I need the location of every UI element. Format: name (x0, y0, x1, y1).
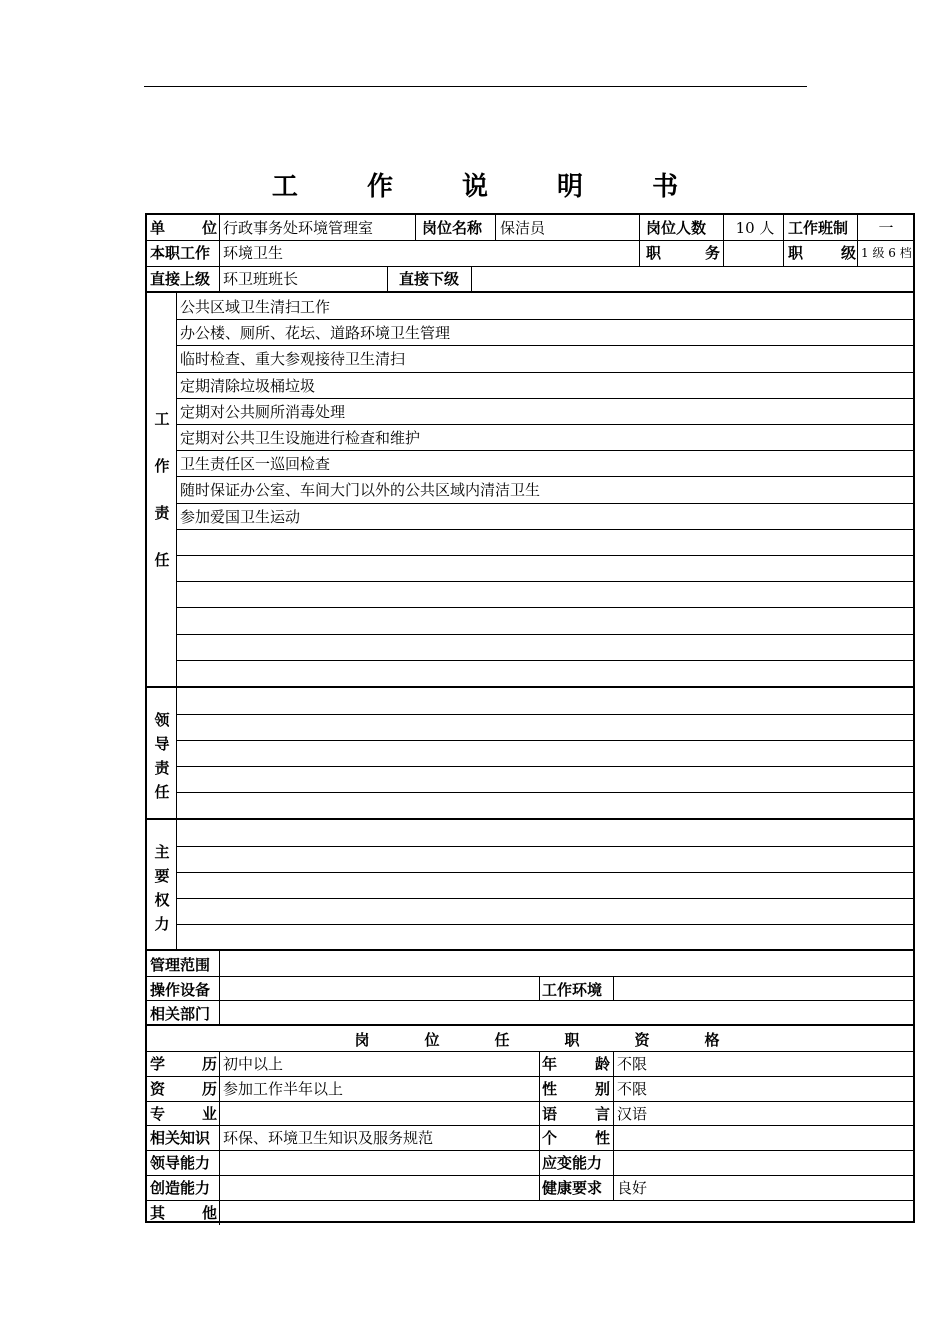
row-divider (177, 766, 913, 767)
qualification-label: 语 言 (542, 1104, 610, 1123)
responsibility-item (177, 662, 911, 686)
qualification-value: 汉语 (617, 1104, 648, 1123)
responsibility-item: 办公楼、厕所、花坛、道路环境卫生管理 (180, 324, 451, 343)
row-divider (147, 1000, 913, 1001)
qualification-value (220, 1201, 910, 1225)
qualification-value (220, 1102, 538, 1126)
shift-value: 一 (878, 219, 894, 237)
header-rule (144, 86, 807, 87)
row-divider (177, 740, 913, 741)
leadership-label: 领 (154, 711, 170, 729)
grade-label: 职 级 (788, 244, 856, 262)
job-description-table (145, 213, 915, 1223)
departments-value (220, 1002, 910, 1026)
environment-value (614, 978, 910, 1002)
leadership-item (177, 716, 911, 740)
responsibility-item (177, 636, 911, 660)
document-title: 工 作 说 明 书 (271, 172, 709, 202)
column-divider (495, 215, 496, 240)
row-divider (177, 792, 913, 793)
qualifications-title: 岗 位 任 职 资 格 (354, 1031, 720, 1049)
leadership-item (177, 768, 911, 792)
row-divider (177, 450, 913, 451)
management-scope-value (220, 953, 910, 977)
qualification-label: 其 他 (150, 1203, 217, 1222)
column-divider (415, 215, 416, 240)
superior-value: 环卫班班长 (223, 270, 299, 288)
power-label: 主 (154, 843, 170, 861)
power-label: 要 (154, 867, 170, 885)
qualification-value: 初中以上 (223, 1055, 284, 1073)
qualification-value: 良好 (617, 1179, 648, 1197)
responsibility-item (177, 583, 911, 607)
row-divider (177, 345, 913, 346)
qualification-value: 环保、环境卫生知识及服务规范 (223, 1129, 434, 1148)
superior-label: 直接上级 (150, 270, 211, 288)
leadership-label: 导 (154, 735, 170, 753)
section-divider (147, 686, 913, 688)
subordinate-value (472, 267, 912, 291)
job-value: 环境卫生 (223, 244, 284, 262)
responsibility-item: 公共区域卫生清扫工作 (180, 298, 331, 316)
row-divider (177, 424, 913, 425)
qualification-label: 领导能力 (150, 1154, 211, 1173)
row-divider (177, 714, 913, 715)
row-divider (177, 898, 913, 899)
shift-label: 工作班制 (788, 219, 849, 237)
subordinate-label: 直接下级 (398, 270, 459, 288)
leadership-label: 任 (154, 783, 170, 801)
row-divider (177, 924, 913, 925)
post-name-label: 岗位名称 (422, 219, 483, 237)
duty-label: 职 务 (646, 244, 720, 262)
qualification-value (614, 1126, 910, 1150)
responsibility-item (177, 531, 911, 555)
row-divider (177, 319, 913, 320)
post-name-value: 保洁员 (500, 219, 546, 237)
qualification-label: 年 龄 (542, 1055, 610, 1073)
qualification-label: 创造能力 (150, 1179, 211, 1197)
qualification-value (614, 1151, 910, 1175)
qualification-label: 性 别 (542, 1079, 610, 1098)
responsibility-item: 定期清除垃圾桶垃圾 (180, 376, 316, 395)
responsibility-item (177, 557, 911, 581)
headcount-value: 10 人 (735, 219, 775, 237)
section-divider (147, 1024, 913, 1026)
row-divider (177, 634, 913, 635)
unit-label: 单 位 (150, 219, 217, 237)
row-divider (177, 529, 913, 530)
section-divider (147, 949, 913, 951)
responsibility-item: 卫生责任区一巡回检查 (180, 455, 331, 474)
responsibility-item: 参加爱国卫生运动 (180, 507, 301, 526)
row-divider (177, 660, 913, 661)
headcount-label: 岗位人数 (646, 219, 707, 237)
column-divider (857, 215, 858, 266)
power-label: 力 (154, 915, 170, 933)
equipment-label: 操作设备 (150, 981, 211, 999)
qualification-value: 不限 (617, 1055, 648, 1073)
qualification-label: 相关知识 (150, 1129, 211, 1148)
leadership-item (177, 742, 911, 766)
power-item (177, 874, 911, 898)
qualification-label: 资 历 (150, 1079, 217, 1098)
leadership-label: 责 (154, 759, 170, 777)
column-divider (639, 215, 640, 266)
power-item (177, 822, 911, 846)
grade-value: 1 级 6 档 (861, 246, 912, 260)
leadership-item (177, 690, 911, 714)
row-divider (147, 976, 913, 977)
row-divider (177, 503, 913, 504)
section-divider (147, 818, 913, 820)
qualification-value: 参加工作半年以上 (223, 1079, 344, 1098)
qualification-label: 学 历 (150, 1055, 217, 1073)
row-divider (177, 398, 913, 399)
responsibility-label: 作 (154, 457, 170, 475)
leadership-item (177, 794, 911, 818)
qualification-value: 不限 (617, 1079, 648, 1098)
responsibility-item: 临时检查、重大参观接待卫生清扫 (180, 350, 406, 369)
departments-label: 相关部门 (150, 1005, 211, 1023)
row-divider (177, 846, 913, 847)
responsibility-item (177, 609, 911, 633)
column-divider (723, 215, 724, 266)
management-scope-label: 管理范围 (150, 956, 211, 974)
responsibility-label: 任 (154, 551, 170, 569)
power-label: 权 (154, 891, 170, 909)
responsibility-item: 随时保证办公室、车间大门以外的公共区域内清洁卫生 (180, 481, 541, 500)
equipment-value (220, 978, 538, 1002)
responsibility-label: 工 (154, 410, 170, 428)
qualification-label: 个 性 (542, 1129, 610, 1148)
row-divider (177, 581, 913, 582)
row-divider (177, 607, 913, 608)
job-label: 本职工作 (150, 244, 211, 262)
responsibility-item: 定期对公共卫生设施进行检查和维护 (180, 429, 421, 447)
unit-value: 行政事务处环境管理室 (223, 219, 374, 237)
qualification-value (220, 1176, 538, 1200)
qualification-label: 健康要求 (542, 1179, 603, 1197)
qualification-label: 专 业 (150, 1104, 217, 1123)
row-divider (177, 372, 913, 373)
responsibility-item: 定期对公共厕所消毒处理 (180, 402, 346, 421)
responsibility-label: 责 (154, 504, 170, 522)
section-divider (147, 291, 913, 293)
power-item (177, 900, 911, 924)
power-item (177, 848, 911, 872)
environment-label: 工作环境 (542, 981, 603, 999)
row-divider (177, 872, 913, 873)
duty-value (725, 241, 785, 265)
qualification-label: 应变能力 (542, 1154, 603, 1173)
row-divider (177, 476, 913, 477)
row-divider (177, 555, 913, 556)
qualification-value (220, 1151, 538, 1175)
power-item (177, 926, 911, 950)
column-divider (783, 215, 784, 266)
